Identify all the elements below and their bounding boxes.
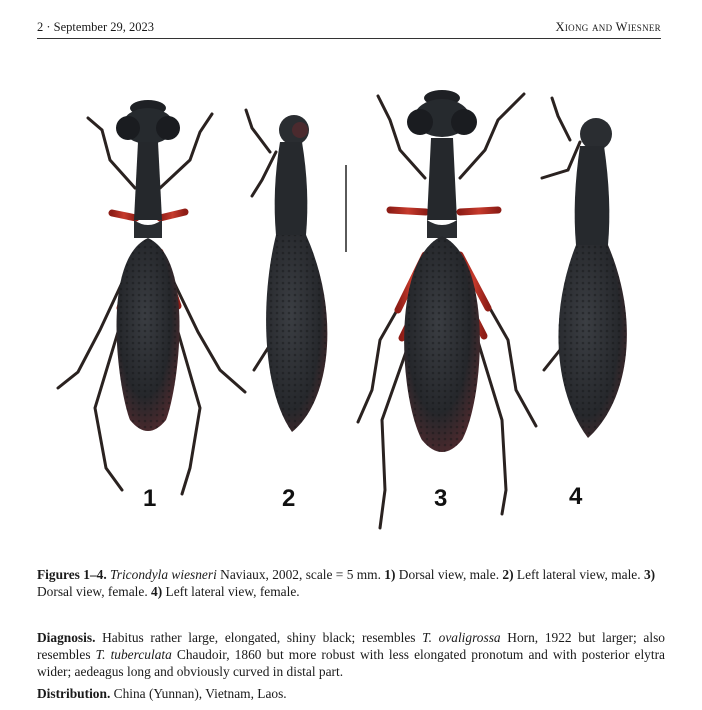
caption-view-3-num: 3) xyxy=(643,567,656,582)
caption-view-3-text: Dorsal view, female. xyxy=(37,584,152,599)
beetle-plate-svg xyxy=(40,70,660,540)
panel-label-1: 1 xyxy=(143,485,157,512)
panel-label-3: 3 xyxy=(434,485,448,512)
header-authors: Xiong and Wiesner xyxy=(555,20,661,34)
page-number: 2 xyxy=(37,20,44,34)
figure-plate xyxy=(40,70,660,540)
distribution-heading: Distribution. xyxy=(37,686,111,701)
publication-date: September 29, 2023 xyxy=(53,20,155,34)
specimen-3-dorsal-female xyxy=(358,90,536,528)
diagnosis-paragraph xyxy=(37,629,665,680)
caption-label: Figures 1–4. xyxy=(37,567,107,582)
caption-taxon: Tricondyla wiesneri xyxy=(110,567,217,582)
diagnosis-text-1: Habitus rather large, elongated, shiny black; resembles xyxy=(95,630,423,645)
caption-view-2-text: Left lateral view, male. xyxy=(513,567,644,582)
header-left xyxy=(37,20,154,35)
diagnosis-species-2: T. tuberculata xyxy=(95,647,172,662)
specimen-4-lateral-female xyxy=(542,98,627,438)
diagnosis-heading: Diagnosis. xyxy=(37,630,96,645)
caption-view-4-num: 4) xyxy=(151,584,163,599)
specimen-1-dorsal-male xyxy=(58,100,245,494)
specimen-2-lateral-male xyxy=(246,110,327,432)
caption-rest: Naviaux, 2002, scale = 5 mm. xyxy=(216,567,385,582)
diagnosis-text-3: Chaudoir, 1860 but more robust with less elongated pronotum and with posterior elytra wider; aedeagus long and obviously curved in distal part. xyxy=(37,647,665,679)
panel-label-4: 4 xyxy=(569,483,583,510)
figure-caption xyxy=(37,566,665,600)
caption-view-2-num: 2) xyxy=(502,567,514,582)
diagnosis-text-2: Horn, 1922 but larger; also resembles xyxy=(37,630,665,662)
caption-view-1-num: 1) xyxy=(384,567,396,582)
diagnosis-species-1: T. ovaligrossa xyxy=(422,630,501,645)
running-header xyxy=(37,18,661,39)
distribution-paragraph xyxy=(37,685,665,702)
distribution-text: China (Yunnan), Vietnam, Laos. xyxy=(110,686,287,701)
panel-label-2: 2 xyxy=(282,485,296,512)
header-separator: · xyxy=(46,20,51,34)
caption-view-4-text: Left lateral view, female. xyxy=(162,584,300,599)
caption-view-1-text: Dorsal view, male. xyxy=(395,567,503,582)
